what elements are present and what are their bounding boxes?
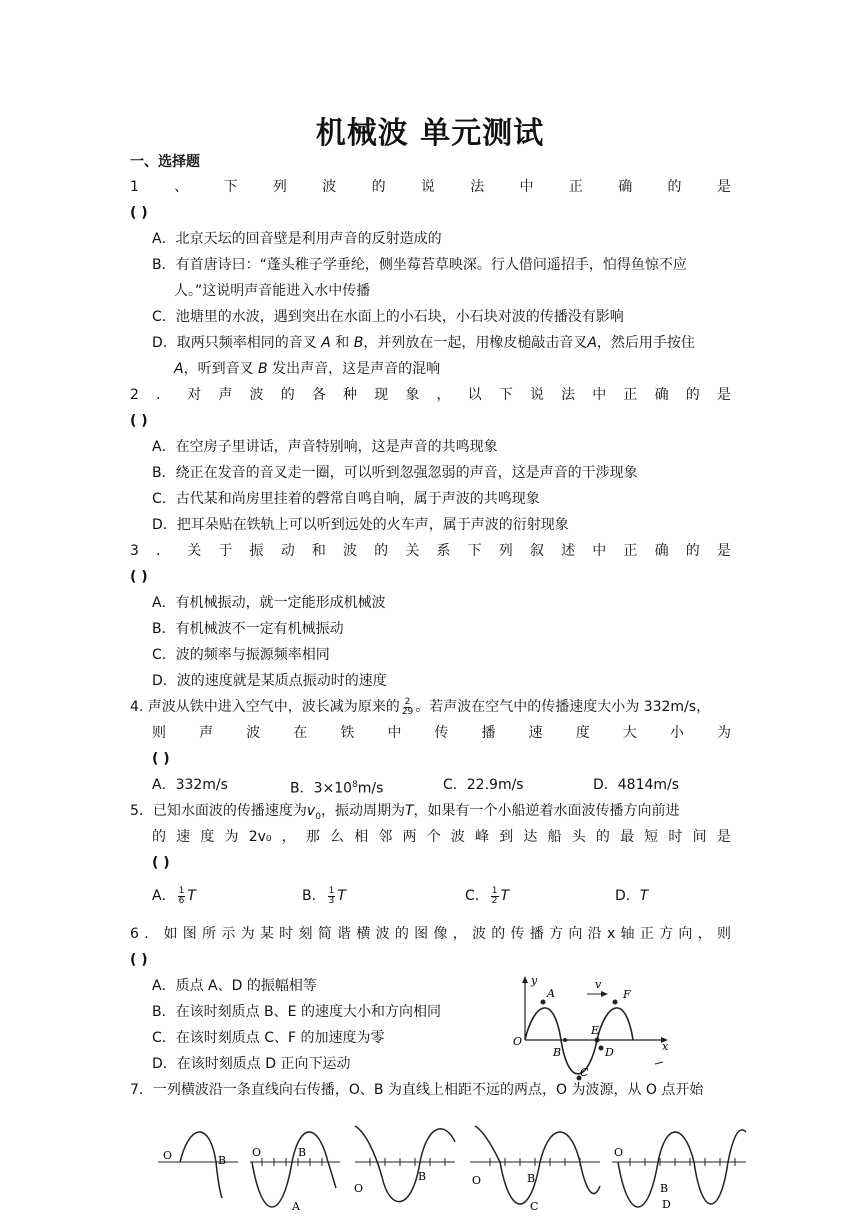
q6-stem: [130, 924, 731, 944]
q1-stem: [130, 177, 731, 197]
stem-char: 相: [354, 829, 369, 845]
stem-char: 播: [481, 725, 496, 741]
q2-option-c: C．古代某和尚房里挂着的磬常自鸣自响，属于声波的共鸣现象: [152, 491, 540, 507]
figC-label-b: B: [527, 1172, 536, 1185]
q6-option-a: A．质点 A、D 的振幅相等: [152, 978, 317, 994]
stem-char: 波: [249, 387, 264, 403]
stem-char: 中: [592, 387, 607, 403]
fig-label-e: E: [591, 1024, 600, 1037]
fig-label-y: y: [531, 974, 538, 987]
stem-char: 的: [595, 829, 610, 845]
q2-stem: [130, 385, 731, 405]
q1-option-d-line2: A，听到音叉 B 发出声音，这是声音的混响: [174, 361, 441, 377]
q1-option-d-line1: D．取两只频率相同的音叉 A 和 B，并列放在一起，用橡皮槌敲击音叉A，然后用手按住: [152, 335, 695, 351]
q5-option-c: C． $\frac{1}{2}$ T: [465, 885, 510, 906]
q4-option-c: C．22.9m/s: [443, 777, 524, 793]
stem-char: 正: [568, 179, 583, 195]
stem-char: 是: [716, 543, 731, 559]
q2-option-d: D．把耳朵贴在铁轨上可以听到远处的火车声，属于声波的衍射现象: [152, 517, 569, 533]
stem-char: 中: [387, 725, 402, 741]
stem-char: 播: [529, 926, 544, 942]
stem-char: 最: [620, 829, 635, 845]
stem-char: 那: [305, 829, 320, 845]
stem-char: 是: [716, 387, 731, 403]
q6-option-d: D．在该时刻质点 D 正向下运动: [152, 1056, 351, 1072]
stem-char: 向: [678, 926, 693, 942]
stem-char: 铁: [340, 725, 355, 741]
q3-stem: [130, 541, 731, 561]
stem-char: 是: [716, 179, 731, 195]
stem-char: 述: [561, 543, 576, 559]
stem-char: 的: [667, 179, 682, 195]
stem-char: 动: [280, 543, 295, 559]
stem-char: 图: [182, 926, 197, 942]
q1-option-a: A．北京天坛的回音壁是利用声音的反射造成的: [152, 231, 442, 247]
stem-char: 确: [618, 179, 633, 195]
stem-char: 到: [499, 829, 514, 845]
stem-char: 1: [130, 179, 139, 195]
stem-char: 时: [668, 829, 683, 845]
stem-char: 轴: [620, 926, 635, 942]
q4-stem-line1: 4. 声波从铁中进入空气中，波长减为原来的 $\frac{2}{29}$ 。若声波在空气中的传播速度大小为 332m/s，: [130, 696, 711, 717]
q6-wave-figure: [505, 970, 675, 1082]
stem-char: ，: [281, 829, 296, 845]
stem-char: 以: [467, 387, 482, 403]
stem-char: 于: [218, 543, 233, 559]
stem-char: 声: [199, 725, 214, 741]
q2-option-a: A．在空房子里讲话，声音特别响，这是声音的共鸣现象: [152, 439, 498, 455]
q6-option-c: C．在该时刻质点 C、F 的加速度为零: [152, 1030, 385, 1046]
stem-char: 度: [200, 829, 215, 845]
stem-char: 的: [280, 387, 295, 403]
stem-char: 确: [654, 387, 669, 403]
q1-answer-paren: ( ): [130, 205, 148, 221]
stem-char: 声: [218, 387, 233, 403]
figA-caption: A: [292, 1200, 300, 1213]
stem-char: 沿: [587, 926, 602, 942]
fig-label-x: x: [662, 1040, 669, 1053]
stem-char: 在: [293, 725, 308, 741]
stem-char: 各: [311, 387, 326, 403]
stem-char: 如: [163, 926, 178, 942]
stem-char: 法: [561, 387, 576, 403]
figD-caption: D: [662, 1198, 671, 1211]
q5-stem-line1: 5．已知水面波的传播速度为$v_0$，振动周期为T，如果有一个小船逆着水面波传播方向前进: [130, 803, 680, 822]
stem-char: 方: [549, 926, 564, 942]
page-title: 机械波 单元测试: [315, 116, 545, 151]
q2-answer-paren: ( ): [130, 413, 148, 429]
stem-char: ．: [144, 926, 159, 942]
stem-char: ．: [156, 543, 171, 559]
stem-char: 短: [644, 829, 659, 845]
stem-char: 2: [130, 387, 139, 403]
stem-char: 确: [654, 543, 669, 559]
q4-option-d: D．4814m/s: [593, 777, 680, 793]
q5-option-a: A． $\frac{1}{6}$ T: [152, 885, 196, 906]
stem-char: 的: [371, 179, 386, 195]
stem-char: 和: [311, 543, 326, 559]
stem-char: 象: [405, 387, 420, 403]
stem-char: 所: [202, 926, 217, 942]
stem-char: 说: [420, 179, 435, 195]
stem-char: 的: [685, 387, 700, 403]
q6-option-b: B．在该时刻质点 B、E 的速度大小和方向相同: [152, 1004, 441, 1020]
stem-char: 横: [356, 926, 371, 942]
q3-answer-paren: ( ): [130, 569, 148, 585]
stem-char: 示: [221, 926, 236, 942]
figC-label-o: O: [472, 1174, 482, 1187]
stem-char: 速: [528, 725, 543, 741]
fig-label-a: A: [547, 987, 555, 1000]
stem-char: 为: [224, 829, 239, 845]
stem-char: 度: [575, 725, 590, 741]
stem-char: 的: [685, 543, 700, 559]
stem-char: 波: [343, 543, 358, 559]
q3-option-b: B．有机械波不一定有机械振动: [152, 621, 344, 637]
stem-char: 邻: [378, 829, 393, 845]
q4-option-a: A．332m/s: [152, 777, 228, 793]
stem-char: 6: [130, 926, 139, 942]
stem-char: 3: [130, 543, 139, 559]
stem-char: 某: [259, 926, 274, 942]
stem-char: 叙: [529, 543, 544, 559]
stem-char: 时: [279, 926, 294, 942]
stem-char: 正: [623, 387, 638, 403]
stem-char: 的: [394, 926, 409, 942]
stem-char: 正: [639, 926, 654, 942]
q5-option-b: B． $\frac{1}{3}$ T: [302, 885, 346, 906]
q5-stem-line2: [152, 827, 731, 847]
stem-char: 向: [568, 926, 583, 942]
q3-option-d: D．波的速度就是某质点振动时的速度: [152, 673, 387, 689]
q7-wave-figures: [150, 1122, 750, 1216]
stem-char: 正: [623, 543, 638, 559]
q5-answer-paren: ( ): [152, 855, 170, 871]
figA-label-o: O: [252, 1146, 262, 1159]
q4-option-b: B．$3\times 10^8m/s$: [290, 780, 384, 797]
stem-char: 小: [669, 725, 684, 741]
stem-char: 下: [467, 543, 482, 559]
figD-label-b: B: [660, 1182, 669, 1195]
fig-label-v: v: [595, 978, 602, 991]
stem-char: 波: [375, 926, 390, 942]
figA-label-b: B: [298, 1146, 307, 1159]
stem-char: 列: [498, 543, 513, 559]
stem-char: 的: [374, 543, 389, 559]
stem-char: 的: [491, 926, 506, 942]
stem-char: 列: [272, 179, 287, 195]
stem-char: 为: [716, 725, 731, 741]
stem-char: 的: [152, 829, 166, 845]
stem-char: 系: [436, 543, 451, 559]
stem-char: 关: [405, 543, 420, 559]
stem-char: 对: [187, 387, 202, 403]
stem-char: 下: [498, 387, 513, 403]
stem-char: 现: [374, 387, 389, 403]
stem-char: ．: [156, 387, 171, 403]
fig-label-c: C: [580, 1066, 589, 1079]
stem-char: ，: [452, 926, 467, 942]
stem-char: 么: [330, 829, 345, 845]
fig-label-b: B: [553, 1046, 562, 1059]
figC-caption: C: [530, 1200, 539, 1213]
stem-char: 中: [592, 543, 607, 559]
stem-char: 简: [317, 926, 332, 942]
stem-char: 大: [622, 725, 637, 741]
stem-char: 则: [716, 926, 731, 942]
q6-answer-paren: ( ): [130, 952, 148, 968]
stem-char: 振: [249, 543, 264, 559]
stem-char: 、: [174, 179, 189, 195]
q3-option-c: C．波的频率与振源频率相同: [152, 647, 330, 663]
stem-char: 下: [223, 179, 238, 195]
q4-answer-paren: ( ): [152, 751, 170, 767]
stem-char: 波: [471, 926, 486, 942]
figB-label-o: O: [354, 1182, 364, 1195]
stem-char: ，: [436, 387, 451, 403]
fig-label-d: D: [605, 1046, 614, 1059]
stem-char: 船: [547, 829, 562, 845]
q7-stem-line1: 7．一列横波沿一条直线向右传播，O、B 为直线上相距不远的两点，O 为波源，从 O 点开始: [130, 1082, 704, 1098]
q1-option-c: C．池塘里的水波，遇到突出在水面上的小石块，小石块对波的传播没有影响: [152, 309, 624, 325]
stem-char: 刻: [298, 926, 313, 942]
figD-label-o: O: [614, 1146, 624, 1159]
section-heading: 一、选择题: [130, 154, 200, 170]
stem-char: x: [606, 926, 616, 942]
stem-char: 波: [246, 725, 261, 741]
stem-char: 中: [519, 179, 534, 195]
stem-char: 方: [659, 926, 674, 942]
stem-char: 波: [322, 179, 337, 195]
fig0-label-o: O: [163, 1149, 173, 1162]
stem-char: 像: [433, 926, 448, 942]
stem-char: 两: [402, 829, 417, 845]
figB-label-b: B: [418, 1170, 427, 1183]
stem-char: 头: [571, 829, 586, 845]
stem-char: 峰: [475, 829, 490, 845]
stem-char: 关: [187, 543, 202, 559]
stem-char: 谐: [337, 926, 352, 942]
stem-char: 说: [529, 387, 544, 403]
q5-option-d: D．T: [615, 888, 649, 904]
q3-option-a: A．有机械振动，就一定能形成机械波: [152, 595, 386, 611]
stem-char: 2v₀: [248, 829, 272, 845]
stem-char: 种: [343, 387, 358, 403]
stem-char: 速: [176, 829, 191, 845]
stem-char: 法: [470, 179, 485, 195]
stem-char: 传: [434, 725, 449, 741]
stem-char: 传: [510, 926, 525, 942]
stem-char: 则: [152, 725, 166, 741]
stem-char: 个: [426, 829, 441, 845]
q2-option-b: B．绕正在发音的音叉走一圈，可以听到忽强忽弱的声音，这是声音的干涉现象: [152, 465, 638, 481]
stem-char: 为: [240, 926, 255, 942]
q1-option-b-line1: B．有首唐诗曰：“蓬头稚子学垂纶，侧坐莓苔草映深。行人借问遥招手，怕得鱼惊不应: [152, 257, 687, 273]
fig-label-o: O: [513, 1035, 523, 1048]
fraction: $\frac{2}{29}$: [401, 696, 414, 717]
stem-char: 达: [523, 829, 538, 845]
q4-stem-line2: [152, 723, 731, 743]
stem-char: 间: [692, 829, 707, 845]
q1-option-b-line2: 人。”这说明声音能进入水中传播: [174, 283, 371, 299]
stem-char: 图: [414, 926, 429, 942]
stem-char: 是: [716, 829, 731, 845]
stem-char: 波: [450, 829, 465, 845]
fig-label-f: F: [623, 988, 631, 1001]
stem-char: ，: [697, 926, 712, 942]
fig0-label-b: B: [218, 1154, 227, 1167]
